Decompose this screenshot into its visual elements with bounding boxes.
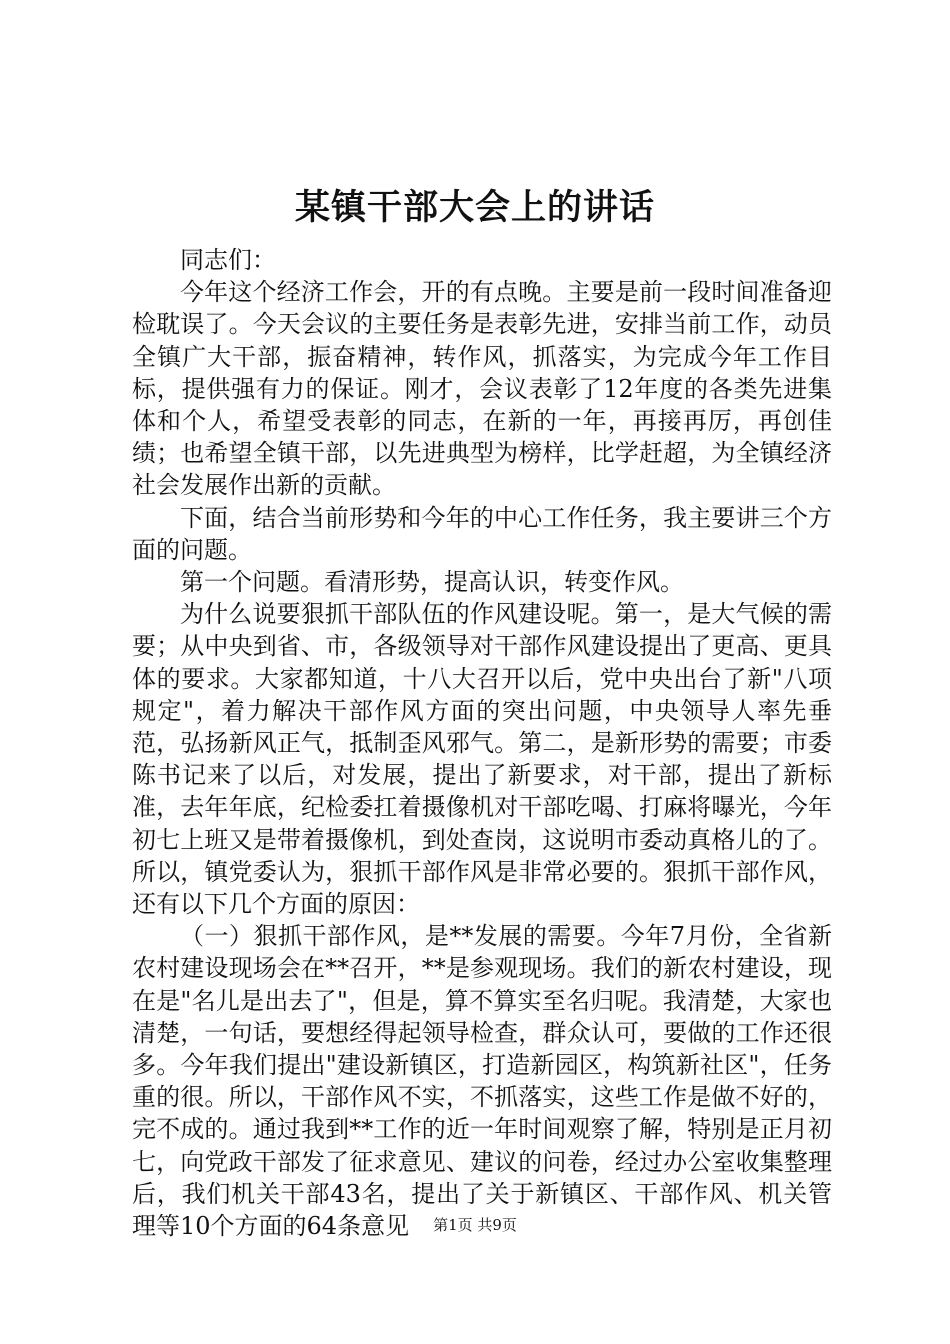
body-paragraph: 今年这个经济工作会，开的有点晚。主要是前一段时间准备迎检耽误了。今天会议的主要任务是表彰先进，安排当前工作，动员全镇广大干部，振奋精神，转作风，抓落实，为完成今年工作目标，提供强有力的保证。刚才，会议表彰了12年度的各类先进集体和个人，希望受表彰的同志，在新的一年，再接再厉，再创佳绩；也希望全镇干部，以先进典型为榜样，比学赶超，为全镇经济社会发展作出新的贡献。 bbox=[132, 278, 832, 500]
section-heading-paragraph: 第一个问题。看清形势，提高认识，转变作风。 bbox=[180, 568, 684, 597]
document-body bbox=[132, 244, 832, 1242]
body-paragraph: （一）狠抓干部作风，是**发展的需要。今年7月份，全省新农村建设现场会在**召开，**是参观现场。我们的新农村建设，现在是"名儿是出去了"，但是，算不算实至名归呢。我清楚，大家也清楚，一句话，要想经得起领导检查，群众认可，要做的工作还很多。今年我们提出"建设新镇区，打造新园区，构筑新社区"，任务重的很。所以，干部作风不实，不抓落实，这些工作是做不好的，完不成的。通过我到**工作的近一年时间观察了解，特别是正月初七，向党政干部发了征求意见、建议的问卷，经过办公室收集整理后，我们机关干部43名，提出了关于新镇区、干部作风、机关管理等10个方面的64条意见 bbox=[132, 922, 832, 1241]
body-paragraph: 为什么说要狠抓干部队伍的作风建设呢。第一，是大气候的需要；从中央到省、市，各级领导对干部作风建设提出了更高、更具体的要求。大家都知道，十八大召开以后，党中央出台了新"八项规定"，着力解决干部作风方面的突出问题，中央领导人率先垂范，弘扬新风正气，抵制歪风邪气。第二，是新形势的需要；市委陈书记来了以后，对发展，提出了新要求，对干部，提出了新标准，去年年底，纪检委扛着摄像机对干部吃喝、打麻将曝光，今年初七上班又是带着摄像机，到处查岗，这说明市委动真格儿的了。所以，镇党委认为，狠抓干部作风是非常必要的。狠抓干部作风，还有以下几个方面的原因： bbox=[132, 600, 832, 919]
salutation-paragraph: 同志们： bbox=[180, 246, 276, 274]
body-paragraph: 下面，结合当前形势和今年的中心工作任务，我主要讲三个方面的问题。 bbox=[132, 503, 832, 564]
document-title: 某镇干部大会上的讲话 bbox=[294, 187, 655, 228]
page-footer: 第1页 共9页 bbox=[433, 1216, 517, 1234]
